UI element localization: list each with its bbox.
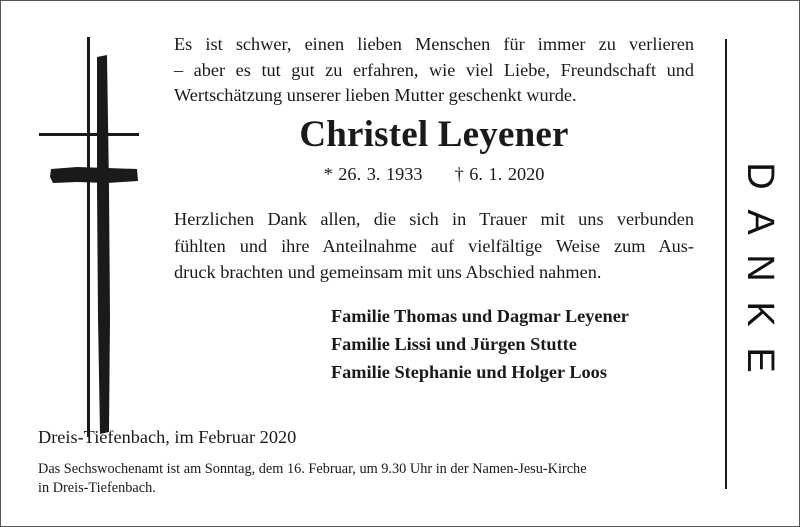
deceased-name: Christel Leyener	[299, 114, 569, 155]
danke-letter: D	[739, 162, 781, 190]
vertical-divider	[725, 39, 727, 489]
birth-date: * 26. 3. 1933	[323, 164, 423, 184]
thanks-text	[174, 206, 694, 286]
thanks-line-3: druck brachten und gemeinsam mit uns Abschied nahmen.	[174, 262, 602, 282]
place-date: Dreis-Tiefenbach, im Februar 2020	[38, 427, 297, 447]
family-line: Familie Thomas und Dagmar Leyener	[331, 306, 629, 326]
thanks-line-2: fühlten und ihre Anteilnahme auf vielfältige Weise zum Aus-	[174, 235, 694, 256]
danke-letter: E	[739, 347, 781, 373]
danke-letter: A	[739, 209, 781, 235]
service-note-line-2: in Dreis-Tiefenbach.	[38, 480, 156, 496]
family-line: Familie Lissi und Jürgen Stutte	[331, 334, 577, 354]
intro-text	[174, 32, 694, 109]
service-note	[38, 460, 678, 498]
family-signatures	[331, 302, 629, 386]
intro-line-2: – aber es tut gut zu erfahren, wie viel Liebe, Freundschaft und	[174, 59, 694, 80]
family-line: Familie Stephanie und Holger Loos	[331, 362, 607, 382]
intro-line-3: Wertschätzung unserer lieben Mutter geschenkt wurde.	[174, 85, 577, 105]
cross-icon	[37, 37, 147, 437]
life-dates	[174, 164, 694, 185]
service-note-line-1: Das Sechswochenamt ist am Sonntag, dem 16. Februar, um 9.30 Uhr in der Namen-Jesu-Kirche	[38, 461, 587, 477]
intro-line-1: Es ist schwer, einen lieben Menschen für immer zu verlieren	[174, 34, 694, 54]
death-date: † 6. 1. 2020	[454, 164, 545, 184]
danke-letter: K	[739, 301, 781, 327]
danke-letter: N	[739, 254, 781, 282]
danke-side-label	[738, 153, 781, 383]
thanks-line-1: Herzlichen Dank allen, die sich in Trauer mit uns verbunden	[174, 209, 694, 229]
